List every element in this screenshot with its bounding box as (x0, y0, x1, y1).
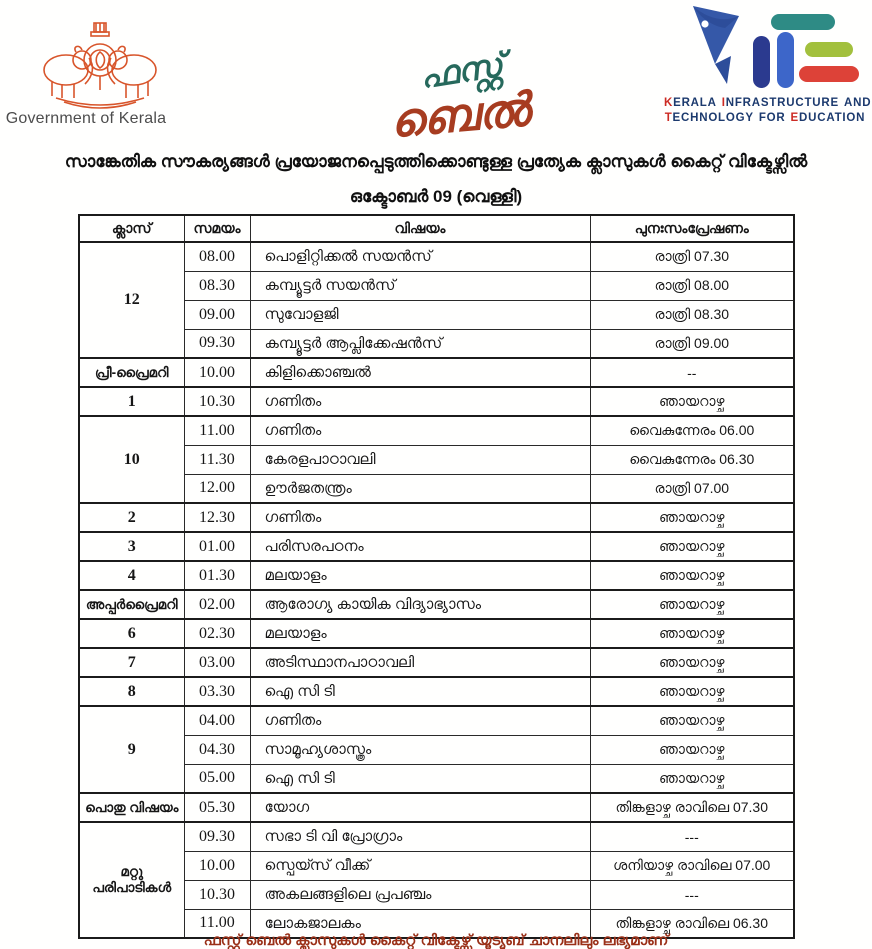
table-row (79, 561, 794, 590)
time-cell: 09.30 (184, 329, 250, 358)
time-cell: 11.00 (184, 909, 250, 938)
time-cell: 10.00 (184, 358, 250, 387)
kerala-government-emblem-icon (30, 20, 170, 112)
time-cell: 11.00 (184, 416, 250, 445)
class-cell: 4 (79, 561, 184, 590)
subject-cell: ഊർജതന്ത്രം (250, 474, 590, 503)
header-time: സമയം (184, 215, 250, 242)
time-cell: 02.30 (184, 619, 250, 648)
class-cell: 6 (79, 619, 184, 648)
class-cell: അപ്പർപ്രൈമറി (79, 590, 184, 619)
schedule-table (78, 214, 795, 939)
time-cell: 01.00 (184, 532, 250, 561)
time-cell: 02.00 (184, 590, 250, 619)
subject-cell: പരിസരപഠനം (250, 532, 590, 561)
header-class: ക്ലാസ് (79, 215, 184, 242)
time-cell: 12.00 (184, 474, 250, 503)
time-cell: 04.30 (184, 735, 250, 764)
rebroadcast-cell: തിങ്കളാഴ്ച രാവിലെ 06.30 (590, 909, 794, 938)
subject-cell: യോഗ (250, 793, 590, 822)
rebroadcast-cell: ഞായറാഴ്ച (590, 706, 794, 735)
rebroadcast-cell: രാത്രി 08.30 (590, 300, 794, 329)
footer-note-partially-visible: ഫസ്റ്റ് ബെൽ ക്ലാസുകൾ കൈറ്റ് വിക്ടേഴ്സ് യൂട്യൂബ് ചാനലിലും ലഭ്യമാണ് (203, 932, 669, 949)
date-line: ഒക്ടോബർ 09 (വെള്ളി) (349, 187, 523, 206)
subject-cell: സാമൂഹ്യശാസ്ത്രം (250, 735, 590, 764)
time-cell: 03.30 (184, 677, 250, 706)
subject-cell: ലോകജാലകം (250, 909, 590, 938)
kite-logo-icon (665, 2, 865, 94)
time-cell: 10.30 (184, 880, 250, 909)
time-cell: 11.30 (184, 445, 250, 474)
time-cell: 09.00 (184, 300, 250, 329)
subject-cell: ഗണിതം (250, 387, 590, 416)
class-cell: പ്രീ-പ്രൈമറി (79, 358, 184, 387)
time-cell: 05.00 (184, 764, 250, 793)
table-header-row (79, 215, 794, 242)
subject-cell: അകലങ്ങളിലെ പ്രപഞ്ചം (250, 880, 590, 909)
table-row (79, 300, 794, 329)
table-row (79, 648, 794, 677)
table-row (79, 706, 794, 735)
subject-cell: മലയാളം (250, 619, 590, 648)
subject-cell: ഗണിതം (250, 503, 590, 532)
table-row (79, 590, 794, 619)
subject-cell: സഭാ ടി വി പ്രോഗ്രാം (250, 822, 590, 851)
rebroadcast-cell: ഞായറാഴ്ച (590, 619, 794, 648)
kite-caption-line1: KERALA INFRASTRUCTURE AND (664, 97, 872, 109)
subject-cell: ഗണിതം (250, 416, 590, 445)
table-row (79, 735, 794, 764)
table-row (79, 387, 794, 416)
rebroadcast-cell: --- (590, 880, 794, 909)
rebroadcast-cell: രാത്രി 08.00 (590, 271, 794, 300)
class-cell: മറ്റു പരിപാടികൾ (79, 822, 184, 938)
subject-cell: അടിസ്ഥാനപാഠാവലി (250, 648, 590, 677)
first-bell-logo (382, 45, 582, 150)
rebroadcast-cell: ഞായറാഴ്ച (590, 387, 794, 416)
table-row (79, 764, 794, 793)
rebroadcast-cell: ഞായറാഴ്ച (590, 503, 794, 532)
table-row (79, 445, 794, 474)
subject-cell: മലയാളം (250, 561, 590, 590)
class-cell: 7 (79, 648, 184, 677)
table-row (79, 822, 794, 851)
first-bell-logo-line1: ഫസ്റ്റ് (417, 45, 506, 96)
table-row (79, 880, 794, 909)
subject-cell: ഐ സി ടി (250, 677, 590, 706)
class-cell: 12 (79, 242, 184, 358)
time-cell: 10.30 (184, 387, 250, 416)
kite-logo (664, 2, 872, 126)
subject-cell: കമ്പ്യൂട്ടർ സയൻസ് (250, 271, 590, 300)
header-rebroadcast: പുനഃസംപ്രേഷണം (590, 215, 794, 242)
time-cell: 09.30 (184, 822, 250, 851)
rebroadcast-cell: ഞായറാഴ്ച (590, 590, 794, 619)
time-cell: 03.00 (184, 648, 250, 677)
rebroadcast-cell: ശനിയാഴ്ച രാവിലെ 07.00 (590, 851, 794, 880)
time-cell: 05.30 (184, 793, 250, 822)
rebroadcast-cell: രാത്രി 09.00 (590, 329, 794, 358)
subject-cell: ഗണിതം (250, 706, 590, 735)
time-cell: 08.00 (184, 242, 250, 271)
time-cell: 12.30 (184, 503, 250, 532)
page-title: സാങ്കേതിക സൗകര്യങ്ങൾ പ്രയോജനപ്പെടുത്തിക്കൊണ്ടുള്ള പ്രത്യേക ക്ലാസുകൾ കൈറ്റ് വിക്ടേഴ്സിൽ (64, 152, 808, 171)
class-cell: 10 (79, 416, 184, 503)
rebroadcast-cell: വൈകുന്നേരം 06.00 (590, 416, 794, 445)
table-row (79, 416, 794, 445)
rebroadcast-cell: വൈകുന്നേരം 06.30 (590, 445, 794, 474)
time-cell: 04.00 (184, 706, 250, 735)
table-row (79, 677, 794, 706)
table-row (79, 329, 794, 358)
rebroadcast-cell: രാത്രി 07.30 (590, 242, 794, 271)
subject-cell: ഐ സി ടി (250, 764, 590, 793)
table-row (79, 793, 794, 822)
class-cell: 1 (79, 387, 184, 416)
table-row (79, 851, 794, 880)
kite-caption (664, 96, 872, 126)
header-subject: വിഷയം (250, 215, 590, 242)
table-row (79, 474, 794, 503)
rebroadcast-cell: ഞായറാഴ്ച (590, 735, 794, 764)
rebroadcast-cell: തിങ്കളാഴ്ച രാവിലെ 07.30 (590, 793, 794, 822)
time-cell: 10.00 (184, 851, 250, 880)
time-cell: 01.30 (184, 561, 250, 590)
table-row (79, 242, 794, 271)
first-bell-logo-line2: ബെൽ (387, 83, 532, 147)
table-row (79, 532, 794, 561)
table-row (79, 271, 794, 300)
class-cell: 2 (79, 503, 184, 532)
table-row (79, 358, 794, 387)
class-cell: 8 (79, 677, 184, 706)
subject-cell: സ്പെയ്സ് വീക്ക് (250, 851, 590, 880)
class-cell: 3 (79, 532, 184, 561)
rebroadcast-cell: -- (590, 358, 794, 387)
subject-cell: സുവോളജി (250, 300, 590, 329)
rebroadcast-cell: ഞായറാഴ്ച (590, 677, 794, 706)
time-cell: 08.30 (184, 271, 250, 300)
rebroadcast-cell: രാത്രി 07.00 (590, 474, 794, 503)
kite-caption-line2: TECHNOLOGY FOR EDUCATION (664, 112, 866, 124)
subject-cell: കേരളപാഠാവലി (250, 445, 590, 474)
table-row (79, 503, 794, 532)
rebroadcast-cell: --- (590, 822, 794, 851)
government-of-kerala-label: Government of Kerala (5, 110, 167, 127)
class-cell: പൊതു വിഷയം (79, 793, 184, 822)
table-row (79, 619, 794, 648)
rebroadcast-cell: ഞായറാഴ്ച (590, 532, 794, 561)
subject-cell: പൊളിറ്റിക്കൽ സയൻസ് (250, 242, 590, 271)
rebroadcast-cell: ഞായറാഴ്ച (590, 648, 794, 677)
rebroadcast-cell: ഞായറാഴ്ച (590, 561, 794, 590)
subject-cell: ആരോഗ്യ കായിക വിദ്യാഭ്യാസം (250, 590, 590, 619)
subject-cell: കമ്പ്യൂട്ടർ ആപ്ലിക്കേഷൻസ് (250, 329, 590, 358)
subject-cell: കിളിക്കൊഞ്ചൽ (250, 358, 590, 387)
rebroadcast-cell: ഞായറാഴ്ച (590, 764, 794, 793)
class-cell: 9 (79, 706, 184, 793)
